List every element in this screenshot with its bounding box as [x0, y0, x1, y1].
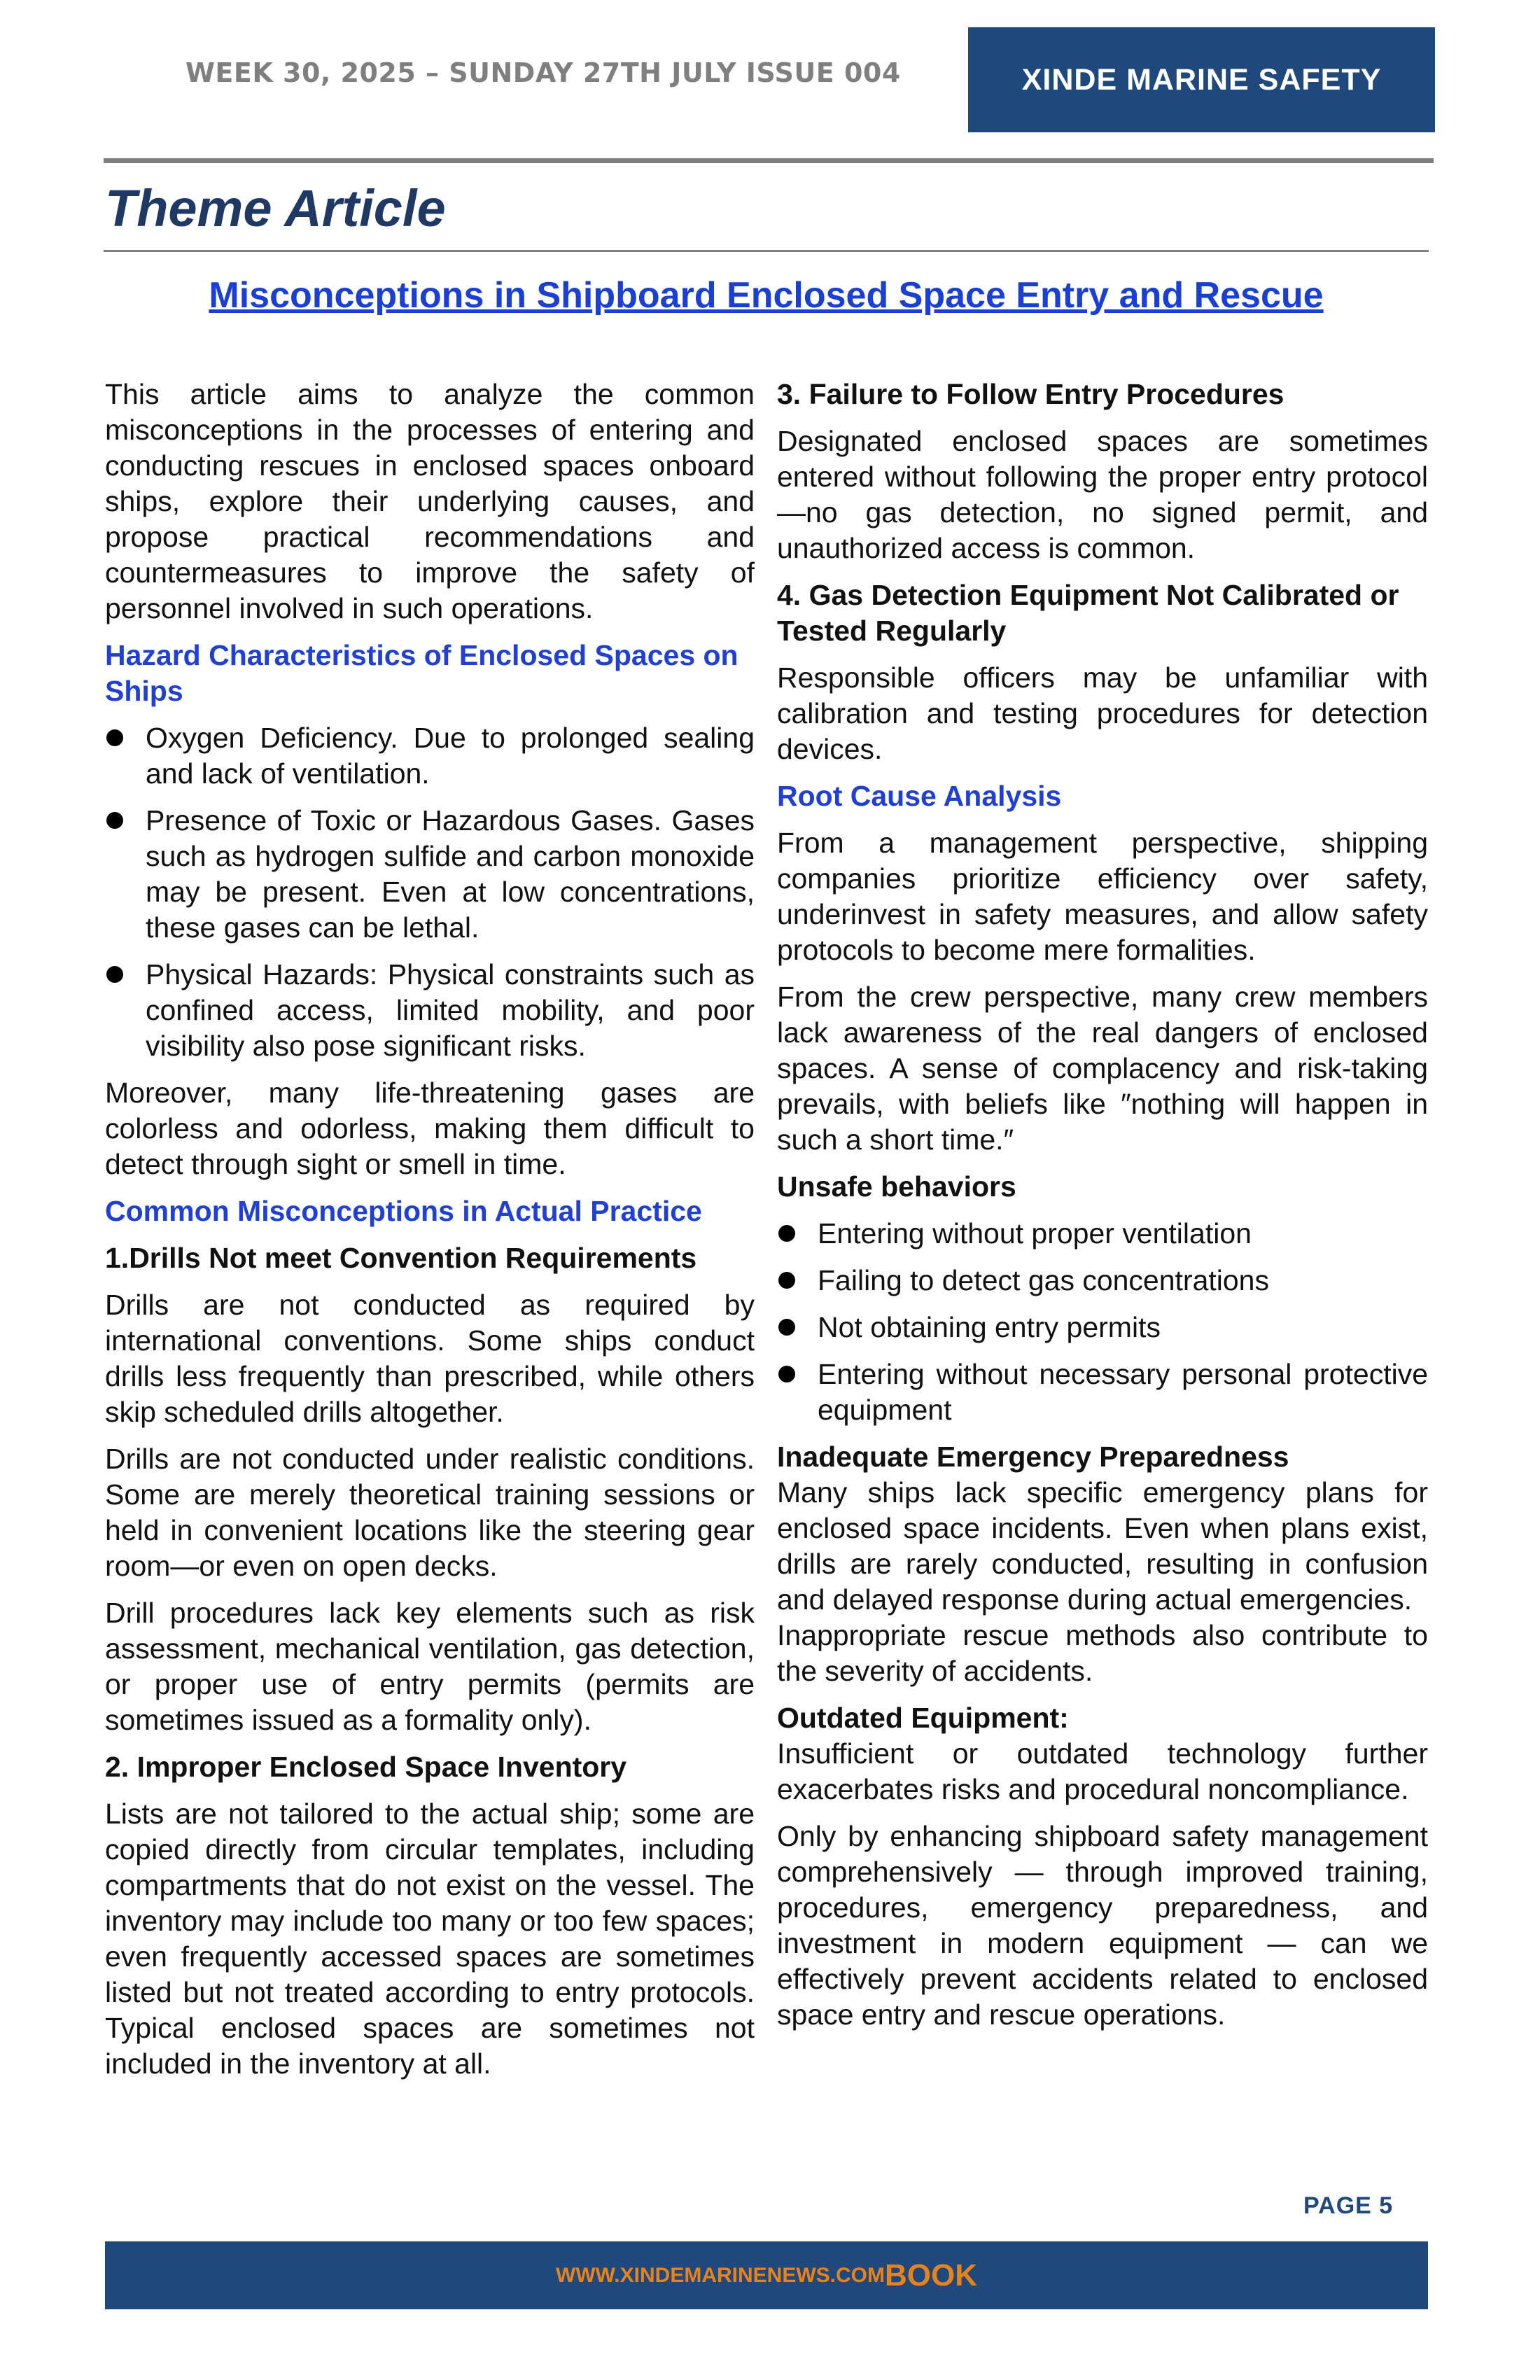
equipment-heading: Outdated Equipment: [777, 1702, 1069, 1734]
bullet-icon [106, 729, 123, 746]
section-title: Theme Article [105, 179, 446, 237]
list-item: Entering without necessary personal protective equipment [777, 1357, 1428, 1428]
list-item: Presence of Toxic or Hazardous Gases. Gases such as hydrogen sulfide and carbon monoxide may be present. Even at low concentrations, these gases can be lethal. [105, 803, 755, 946]
title-divider [104, 250, 1429, 252]
bullet-icon [106, 966, 123, 983]
article-title-link[interactable]: Misconceptions in Shipboard Enclosed Space Entry and Rescue [209, 275, 1324, 316]
equipment-paragraph: Insufficient or outdated technology further exacerbates risks and procedural noncompliance. [777, 1737, 1428, 1805]
moreover-paragraph: Moreover, many life-threatening gases are colorless and odorless, making them difficult to detect through sight or smell in time. [105, 1077, 755, 1180]
footer-website-link[interactable]: WWW.XINDEMARINENEWS.COM [556, 2263, 885, 2287]
header-divider [104, 158, 1434, 163]
conclusion-paragraph: Only by enhancing shipboard safety management comprehensively — through improved training, procedures, emergency preparedness, and investment in modern equipment — can we effectively prevent accidents related to enclosed space entry and rescue operations. [777, 1820, 1428, 2031]
drills-paragraph-1: Drills are not conducted as required by international conventions. Some ships conduct drills less frequently than prescribed, while others skip scheduled drills altogether. [105, 1289, 755, 1428]
procedures-heading: 3. Failure to Follow Entry Procedures [777, 378, 1284, 410]
emergency-paragraph-2: Inappropriate rescue methods also contribute to the severity of accidents. [777, 1619, 1428, 1687]
right-column [777, 377, 1428, 2044]
root-cause-paragraph-2: From the crew perspective, many crew members lack awareness of the real dangers of enclosed spaces. A sense of complacency and risk-taking prevails, with beliefs like ″nothing will happen in such a short time.″ [777, 981, 1428, 1156]
bullet-icon [778, 1272, 795, 1289]
procedures-paragraph: Designated enclosed spaces are sometimes entered without following the proper entry protocol—no gas detection, no signed permit, and unauthorized access is common. [777, 425, 1428, 564]
list-item: Failing to detect gas concentrations [777, 1263, 1428, 1298]
left-column [105, 377, 755, 2093]
hazard-heading: Hazard Characteristics of Enclosed Spaces on Ships [105, 639, 738, 707]
drills-paragraph-3: Drill procedures lack key elements such as risk assessment, mechanical ventilation, gas detection, or proper use of entry permits (permits are sometimes issued as a formality only). [105, 1597, 755, 1736]
bullet-icon [778, 1319, 795, 1336]
hazard-list [105, 720, 755, 1064]
intro-paragraph: This article aims to analyze the common misconceptions in the processes of entering and conducting rescues in enclosed spaces onboard ships, explore their underlying causes, and propose practical recommendations and countermeasures to improve the safety of personnel involved in such operations. [105, 378, 755, 624]
brand-name: XINDE MARINE SAFETY [1021, 62, 1382, 97]
list-item: Not obtaining entry permits [777, 1310, 1428, 1345]
unsafe-behaviors-list [777, 1216, 1428, 1428]
list-item: Physical Hazards: Physical constraints such as confined access, limited mobility, and poor visibility also pose significant risks. [105, 957, 755, 1064]
list-item: Entering without proper ventilation [777, 1216, 1428, 1252]
brand-banner [968, 27, 1435, 132]
page-number: PAGE 5 [1303, 2192, 1394, 2219]
bullet-icon [778, 1366, 795, 1382]
emergency-paragraph-1: Many ships lack specific emergency plans for enclosed space incidents. Even when plans exist, drills are rarely conducted, resulting in confusion and delayed response during actual emergencies. [777, 1476, 1428, 1616]
bullet-icon [778, 1225, 795, 1242]
footer-bar [105, 2241, 1428, 2309]
gas-detection-paragraph: Responsible officers may be unfamiliar with calibration and testing procedures for detection devices. [777, 662, 1428, 765]
unsafe-behaviors-heading: Unsafe behaviors [777, 1170, 1016, 1203]
misconceptions-heading: Common Misconceptions in Actual Practice [105, 1195, 702, 1227]
gas-detection-heading: 4. Gas Detection Equipment Not Calibrated or Tested Regularly [777, 579, 1399, 647]
drills-paragraph-2: Drills are not conducted under realistic conditions. Some are merely theoretical training sessions or held in convenient locations like the steering gear room—or even on open decks. [105, 1443, 755, 1582]
issue-line: WEEK 30, 2025 – SUNDAY 27TH JULY ISSUE 004 [186, 57, 901, 88]
list-item: Oxygen Deficiency. Due to prolonged sealing and lack of ventilation. [105, 720, 755, 792]
root-cause-paragraph-1: From a management perspective, shipping companies prioritize efficiency over safety, underinvest in safety measures, and allow safety protocols to become mere formalities. [777, 827, 1428, 966]
root-cause-heading: Root Cause Analysis [777, 780, 1062, 812]
drills-heading: 1.Drills Not meet Convention Requirements [105, 1242, 697, 1274]
bullet-icon [106, 812, 123, 829]
emergency-heading: Inadequate Emergency Preparedness [777, 1441, 1289, 1473]
inventory-heading: 2. Improper Enclosed Space Inventory [105, 1751, 627, 1783]
inventory-paragraph: Lists are not tailored to the actual ship; some are copied directly from circular templates, including compartments that do not exist on the vessel. The inventory may include too many or too few spaces; even frequently accessed spaces are sometimes listed but not treated according to entry protocols. Typical enclosed spaces are sometimes not included in the inventory at all. [105, 1798, 755, 2080]
footer-book-label: BOOK [884, 2258, 977, 2292]
